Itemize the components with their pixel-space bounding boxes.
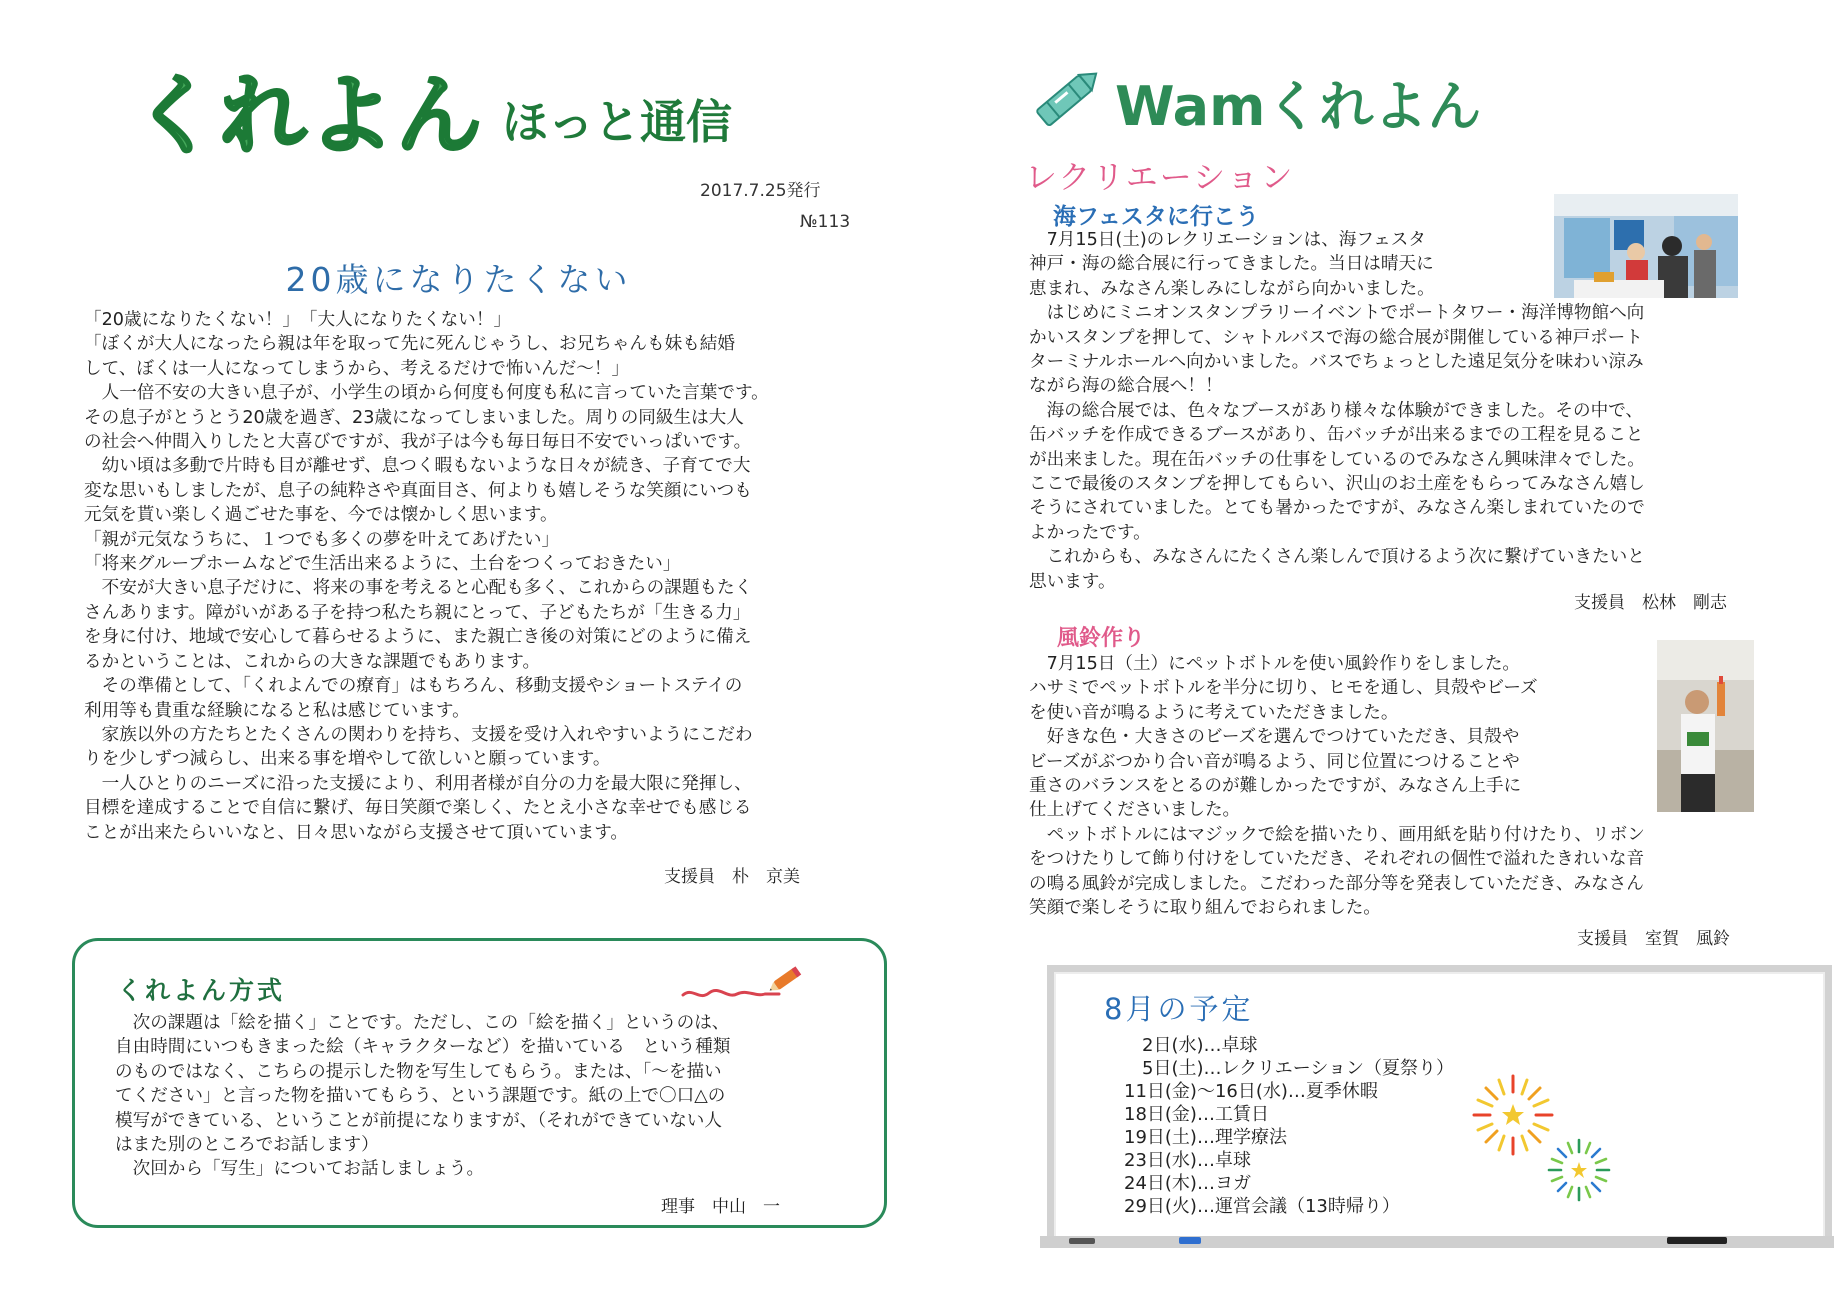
wam-kureyon-title: Wamくれよん [1115,75,1482,138]
article-line: 家族以外の方たちとたくさんの関わりを持ち、支援を受け入れやすいようにこだわ [84,724,753,745]
article-line: 「親が元気なうちに、１つでも多くの夢を叶えてあげたい」 [84,529,560,550]
august-schedule-board [1047,965,1832,1245]
article-line: るかということは、これからの大きな課題でもあります。 [84,651,541,672]
method-box-signature: 理事 中山 一 [661,1197,780,1217]
article-line: りを少しずつ減らし、出来る事を増やして欲しいと願っています。 [84,749,611,770]
pencil-scribble-icon [675,961,805,1011]
furin-line: を使い音が鳴るように考えていただきました。 [1029,702,1399,723]
masthead-logo-text: くれよん [132,66,484,166]
furin-line: 笑顔で楽しそうに取り組んでおられました。 [1029,898,1381,919]
schedule-item: 29日(火)…運営会議（13時帰り） [1124,1196,1400,1217]
article-signature: 支援員 朴 京美 [664,867,800,887]
article-line: その息子がとうとう20歳を過ぎ、23歳になってしまいました。周りの同級生は大人 [84,407,744,428]
method-line: のものではなく、こちらの提示した物を写生してもらう。または、「～を描い [115,1061,722,1082]
recreation-line: 思います。 [1029,571,1116,592]
article-line: 利用等も貴重な経験になると私は感じています。 [84,700,470,721]
crayon-icon [1027,58,1107,138]
recreation-line: 海の総合展では、色々なブースがあり様々な体験ができました。その中で、 [1029,400,1644,421]
blue-marker-icon [1179,1237,1201,1244]
schedule-title: 8月の予定 [1104,992,1254,1026]
method-line: 自由時間にいつもきまった絵（キャラクターなど）を描いている という種類 [115,1037,731,1058]
furin-line: 重さのバランスをとるのが難しかったですが、みなさん上手に [1029,776,1522,797]
article-line: 人一倍不安の大きい息子が、小学生の頃から何度も何度も私に言っていた言葉です。 [84,383,769,404]
furin-line: 好きな色・大きさのビーズを選んでつけていただき、貝殻や [1029,727,1520,748]
black-marker-icon [1667,1237,1727,1244]
schedule-item: 18日(金)…工賃日 [1124,1104,1269,1125]
recreation-section-heading: レクリエーション [1025,158,1295,196]
method-line: はまた別のところでお話します） [115,1135,379,1156]
method-line: 次回から「写生」についてお話しましょう。 [115,1159,485,1180]
article-line: 元気を貰い楽しく過ごせた事を、今では懐かしく思います。 [84,505,558,526]
article-line: さんあります。障がいがある子を持つ私たち親にとって、子どもたちが「生きる力」 [84,602,751,623]
method-box-body [115,1011,865,1182]
recreation-line: よかったです。 [1029,522,1151,543]
issue-number: №113 [800,212,851,232]
umi-festa-heading: 海フェスタに行こう [1053,204,1259,230]
recreation-line: そうにされていました。とても暑かったですが、みなさん楽しまれていたので [1029,498,1645,519]
furin-line: の鳴る風鈴が完成しました。こだわった部分等を発表していただき、みなさん [1029,873,1644,894]
recreation-line: が出来ました。現在缶バッチの仕事をしているのでみなさん興味津々でした。 [1029,449,1645,470]
recreation-line: はじめにミニオンスタンプラリーイベントでポートタワー・海洋博物館へ向 [1029,303,1645,324]
article-line: を身に付け、地域で安心して暮らせるように、また親亡き後の対策にどのように備え [84,627,752,648]
recreation-line: これからも、みなさんにたくさん楽しんで頂けるよう次に繋げていきたいと [1029,547,1645,568]
furin-line: ビーズがぶつかり合い音が鳴るよう、同じ位置につけることや [1029,751,1520,772]
article-title: 20歳になりたくない [285,260,632,299]
fireworks-large-icon [1470,1072,1556,1158]
article-line: 不安が大きい息子だけに、将来の事を考えると心配も多く、これからの課題もたく [84,578,753,599]
recreation-line: 7月15日(土)のレクリエーションは、海フェスタ [1029,230,1426,250]
schedule-item: 24日(木)…ヨガ [1124,1173,1251,1194]
recreation-signature: 支援員 松林 剛志 [1574,593,1727,613]
masthead-subtitle: ほっと通信 [502,95,732,149]
article-line: 一人ひとりのニーズに沿った支援により、利用者様が自分の力を最大限に発揮し、 [84,773,752,794]
method-line: 模写ができている、ということが前提になりますが、（それができていない人 [115,1110,722,1131]
furin-line: 7月15日（土）にペットボトルを使い風鈴作りをしました。 [1029,654,1521,674]
article-line: ことが出来たらいいなと、日々思いながら支援させて頂いています。 [84,822,629,843]
kureyon-method-box [72,938,887,1228]
schedule-item: 11日(金)～16日(水)…夏季休暇 [1124,1081,1378,1102]
furin-line: 仕上げてくださいました。 [1029,800,1241,821]
article-line: その準備として、「くれよんでの療育」はもちろん、移動支援やショートステイの [84,676,743,697]
schedule-item: 5日(土)…レクリエーション（夏祭り） [1124,1058,1455,1079]
recreation-line: 恵まれ、みなさん楽しみにしながら向かいました。 [1029,278,1435,299]
fireworks-small-icon [1546,1137,1612,1203]
article-line: 「将来グループホームなどで生活出来るように、土台をつくっておきたい」 [84,554,681,575]
article-line: 変な思いもしましたが、息子の純粋さや真面目さ、何よりも嬉しそうな笑顔にいつも [84,480,752,501]
article-line: 幼い頃は多動で片時も目が離せず、息つく暇もないような日々が続き、子育てで大 [84,456,751,477]
method-box-title: くれよん方式 [117,976,286,1005]
furin-heading: 風鈴作り [1057,626,1146,651]
article-line: 「20歳になりたくない！」 「大人になりたくない！」 [84,310,512,330]
furin-line: ペットボトルにはマジックで絵を描いたり、画用紙を貼り付けたり、リボン [1029,824,1645,845]
method-line: 次の課題は「絵を描く」ことです。ただし、この「絵を描く」というのは、 [115,1013,730,1033]
article-line: 「ぼくが大人になったら親は年を取って先に死んじゃうし、お兄ちゃんも妹も結婚 [84,334,735,355]
method-line: てください」と言った物を描いてもらう、という課題です。紙の上で〇口△の [115,1086,726,1107]
right-page [917,0,1834,1295]
recreation-line: 缶バッチを作成できるブースがあり、缶バッチが出来るまでの工程を見ること [1029,425,1644,446]
article-body [84,308,884,845]
recreation-line: ながら海の総合展へ！！ [1029,376,1223,397]
article-line: の社会へ仲間入りしたと大喜びですが、我が子は今も毎日毎日不安でいっぱいです。 [84,432,752,453]
recreation-line: 神戸・海の総合展に行ってきました。当日は晴天に [1029,254,1434,275]
schedule-item: 23日(水)…卓球 [1124,1150,1251,1171]
recreation-line: ターミナルホールへ向かいました。バスでちょっとした遠足気分を味わい涼み [1029,352,1644,373]
schedule-item: 2日(水)…卓球 [1124,1035,1258,1056]
article-line: して、ぼくは一人になってしまうから、考えるだけで怖いんだ～！」 [84,358,630,379]
issue-date: 2017.7.25発行 [700,181,821,201]
eraser-icon [1069,1238,1095,1244]
recreation-line: かいスタンプを押して、シャトルバスで海の総合展が開催している神戸ポート [1029,327,1643,348]
recreation-body [1029,228,1813,594]
furin-body [1029,652,1813,920]
schedule-item: 19日(土)…理学療法 [1124,1127,1287,1148]
recreation-line: ここで最後のスタンプを押してもらい、沢山のお土産をもらってみなさん嬉し [1029,474,1645,495]
furin-line: ハサミでペットボトルを半分に切り、ヒモを通し、貝殻やビーズ [1029,678,1538,699]
furin-line: をつけたりして飾り付けをしていただき、それぞれの個性で溢れたきれいな音 [1029,849,1645,870]
article-line: 目標を達成することで自信に繋げ、毎日笑顔で楽しく、たとえ小さな幸せでも感じる [84,798,752,819]
furin-signature: 支援員 室賀 風鈴 [1577,929,1730,949]
